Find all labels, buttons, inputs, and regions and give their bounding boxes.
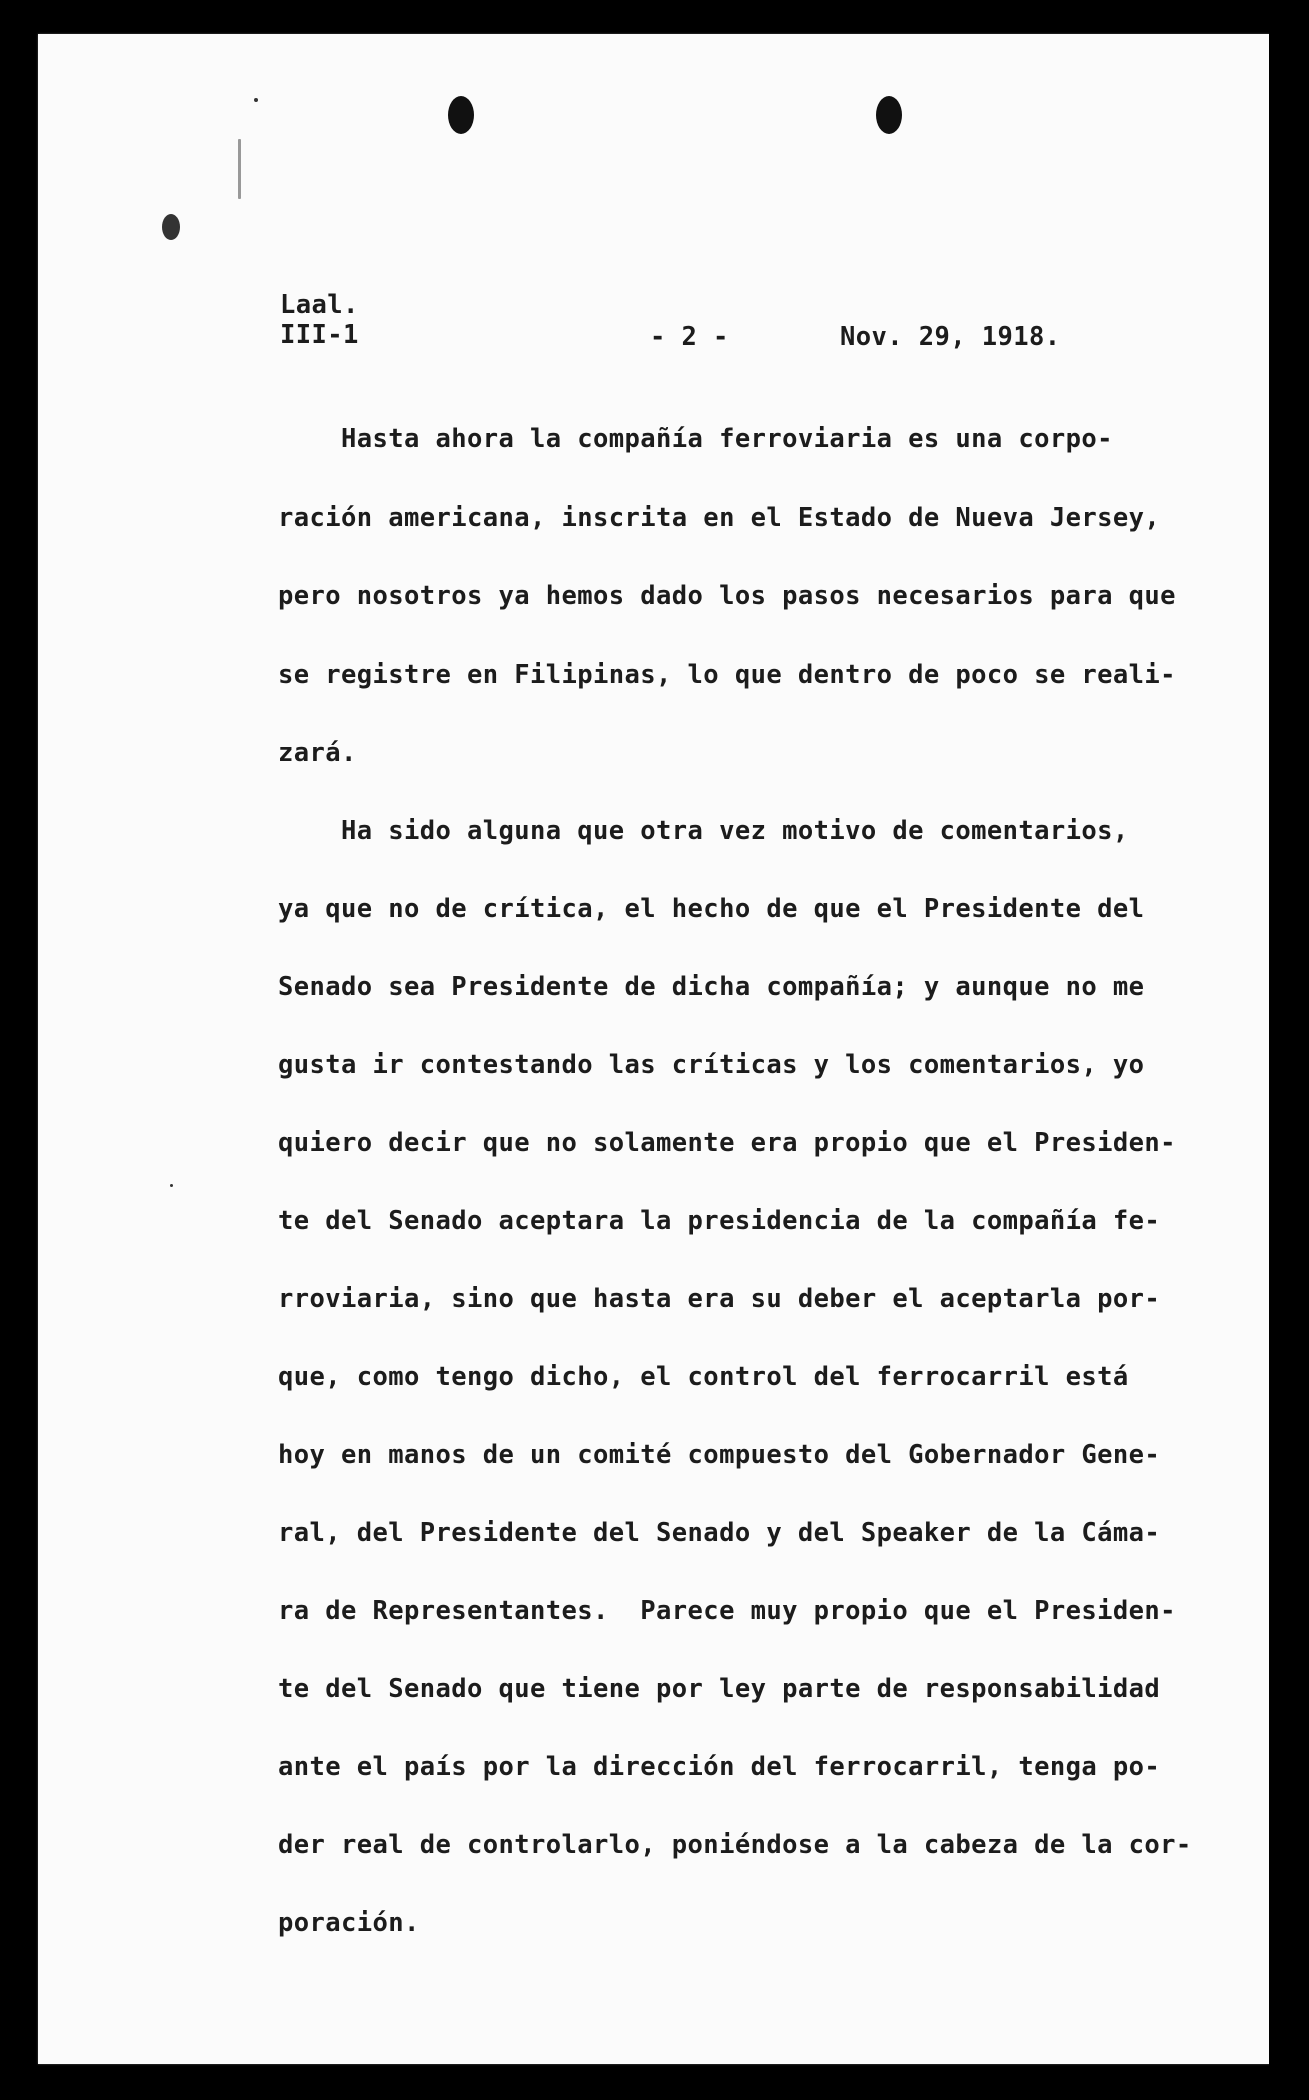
punch-hole-right xyxy=(876,96,902,134)
body-line: ral, del Presidente del Senado y del Speaker de la Cáma- xyxy=(278,1518,1161,1548)
ink-speck xyxy=(170,1184,173,1187)
body-line: rroviaria, sino que hasta era su deber el aceptarla por- xyxy=(278,1284,1161,1314)
body-line: quiero decir que no solamente era propio que el Presiden- xyxy=(278,1128,1176,1158)
reference-line-2: III-1 xyxy=(280,320,359,350)
body-line: hoy en manos de un comité compuesto del Gobernador Gene- xyxy=(278,1440,1161,1470)
page-number: - 2 - xyxy=(650,322,729,352)
body-line: gusta ir contestando las críticas y los comentarios, yo xyxy=(278,1050,1145,1080)
body-line: Senado sea Presidente de dicha compañía; y aunque no me xyxy=(278,972,1145,1002)
body-line: Ha sido alguna que otra vez motivo de comentarios, xyxy=(278,816,1129,846)
body-line: se registre en Filipinas, lo que dentro de poco se reali- xyxy=(278,660,1176,690)
ink-speck xyxy=(238,139,241,199)
ink-speck xyxy=(254,98,258,102)
body-line: Hasta ahora la compañía ferroviaria es una corpo- xyxy=(278,424,1113,454)
body-line: ante el país por la dirección del ferrocarril, tenga po- xyxy=(278,1752,1161,1782)
body-line: der real de controlarlo, poniéndose a la cabeza de la cor- xyxy=(278,1830,1192,1860)
body-line: pero nosotros ya hemos dado los pasos necesarios para que xyxy=(278,581,1176,611)
scan-border xyxy=(1269,0,1309,2100)
body-line: ra de Representantes. Parece muy propio que el Presiden- xyxy=(278,1596,1176,1626)
body-line: zará. xyxy=(278,738,357,768)
ink-speck xyxy=(162,214,180,240)
document-page xyxy=(38,34,1270,2064)
reference-line-1: Laal. xyxy=(280,290,359,320)
body-line: ya que no de crítica, el hecho de que el Presidente del xyxy=(278,894,1145,924)
body-line: te del Senado que tiene por ley parte de responsabilidad xyxy=(278,1674,1161,1704)
body-line: ración americana, inscrita en el Estado de Nueva Jersey, xyxy=(278,503,1161,533)
body-line: que, como tengo dicho, el control del ferrocarril está xyxy=(278,1362,1129,1392)
body-line: te del Senado aceptara la presidencia de la compañía fe- xyxy=(278,1206,1161,1236)
letter-date: Nov. 29, 1918. xyxy=(840,322,1061,352)
punch-hole-left xyxy=(448,96,474,134)
body-line: poración. xyxy=(278,1908,420,1938)
